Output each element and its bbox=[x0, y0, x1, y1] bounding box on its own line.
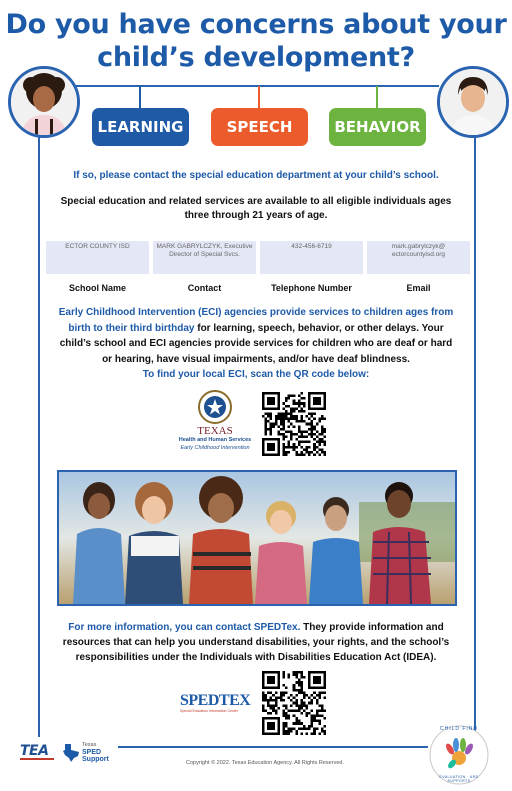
boy-portrait-icon bbox=[440, 69, 506, 135]
frame-right-line bbox=[474, 132, 476, 737]
hhs-logo-texas: TEXAS bbox=[197, 425, 233, 437]
eci-line-4: or hearing, have visual impairments, and/or have deaf blindness. bbox=[102, 353, 410, 365]
eci-line-2-rest: for learning, speech, behavior, or other delays. Your bbox=[194, 322, 444, 334]
eci-paragraph bbox=[40, 305, 472, 383]
behavior-stem bbox=[376, 86, 378, 108]
eligibility-line-1: Special education and related services are available to all eligible individuals ages bbox=[60, 196, 452, 207]
avatar-girl bbox=[8, 66, 80, 138]
behavior-badge: BEHAVIOR bbox=[329, 108, 426, 146]
spedtex-line-1-rest: They provide information and bbox=[300, 622, 444, 633]
spedtex-paragraph bbox=[40, 620, 472, 665]
tea-logo[interactable] bbox=[20, 743, 54, 760]
hhs-logo bbox=[176, 390, 254, 460]
children-group-image bbox=[59, 472, 455, 604]
speech-badge: SPEECH bbox=[211, 108, 308, 146]
eci-line-2 bbox=[40, 321, 472, 337]
spedtex-logo-tagline: Special Education Information Center bbox=[180, 709, 238, 713]
spedtex-logo-name: SPEDTEX bbox=[180, 692, 251, 709]
email-label: Email bbox=[406, 283, 431, 293]
school-name-field[interactable]: ECTOR COUNTY ISD bbox=[46, 241, 149, 274]
eligibility-line-2: three through 21 years of age. bbox=[184, 210, 328, 221]
page-title bbox=[0, 8, 512, 74]
sped-support-line-1: Texas bbox=[82, 742, 97, 748]
texas-seal-icon bbox=[198, 390, 232, 424]
tea-logo-text: TEA bbox=[20, 743, 49, 759]
children-photo bbox=[57, 470, 457, 606]
eci-qr-code[interactable] bbox=[262, 392, 326, 456]
frame-bottom-line bbox=[118, 746, 428, 748]
speech-stem bbox=[258, 86, 260, 108]
eci-line-2-highlight: birth to their third birthday bbox=[68, 322, 195, 334]
avatar-boy bbox=[437, 66, 509, 138]
learning-stem bbox=[139, 86, 141, 108]
telephone-field[interactable]: 432-456-6719 bbox=[260, 241, 363, 274]
sped-support-logo[interactable] bbox=[62, 742, 109, 763]
sped-support-line-3: Support bbox=[82, 756, 109, 763]
spedtex-qr-code[interactable] bbox=[262, 671, 326, 735]
email-field[interactable]: mark.gabrylczyk@ ectorcountyisd.org bbox=[367, 241, 470, 274]
child-find-title: CHILD FIND bbox=[439, 726, 479, 732]
spedtex-line-1-highlight: For more information, you can contact SPEDTex. bbox=[68, 622, 301, 633]
spedtex-line-2: resources that can help you understand disabilities, your rights, and the school’s bbox=[62, 637, 450, 648]
sped-support-line-2: SPED bbox=[82, 749, 102, 756]
spedtex-logo[interactable] bbox=[180, 692, 250, 713]
spedtex-line-3: responsibilities under the Individuals with Disabilities Education Act (IDEA). bbox=[75, 652, 437, 663]
eligibility-text bbox=[40, 195, 472, 223]
title-line-1: Do you have concerns about your bbox=[5, 9, 507, 40]
frame-top-line bbox=[73, 85, 439, 87]
school-name-label: School Name bbox=[68, 283, 126, 293]
spedtex-line-1 bbox=[40, 620, 472, 635]
title-line-2: child’s development? bbox=[97, 42, 415, 73]
girl-portrait-icon bbox=[11, 69, 77, 135]
eci-line-5: To find your local ECI, scan the QR code below: bbox=[142, 369, 370, 380]
contact-label: Contact bbox=[187, 283, 222, 293]
sped-support-text bbox=[82, 742, 109, 763]
contact-field[interactable]: MARK GABRYLCZYK, Executive Director of Special Svcs. bbox=[153, 241, 256, 274]
eci-line-1: Early Childhood Intervention (ECI) agencies provide services to children ages from bbox=[58, 307, 454, 318]
learning-badge: LEARNING bbox=[92, 108, 189, 146]
eci-line-3: child’s school and ECI agencies provide services for children who are deaf or hard bbox=[59, 338, 453, 349]
telephone-label: Telephone Number bbox=[271, 283, 352, 293]
hhs-logo-sub: Health and Human Services bbox=[178, 437, 252, 443]
intro-text: If so, please contact the special education department at your child’s school. bbox=[73, 170, 439, 181]
hhs-logo-program: Early Childhood Intervention bbox=[180, 445, 250, 451]
child-find-ring-text: EVALUATION · ARD SUPPORTS bbox=[439, 775, 479, 783]
child-find-seal bbox=[428, 724, 490, 786]
copyright-text: Copyright © 2022. Texas Education Agency. All Rights Reserved. bbox=[186, 760, 344, 766]
texas-map-icon bbox=[62, 743, 80, 763]
